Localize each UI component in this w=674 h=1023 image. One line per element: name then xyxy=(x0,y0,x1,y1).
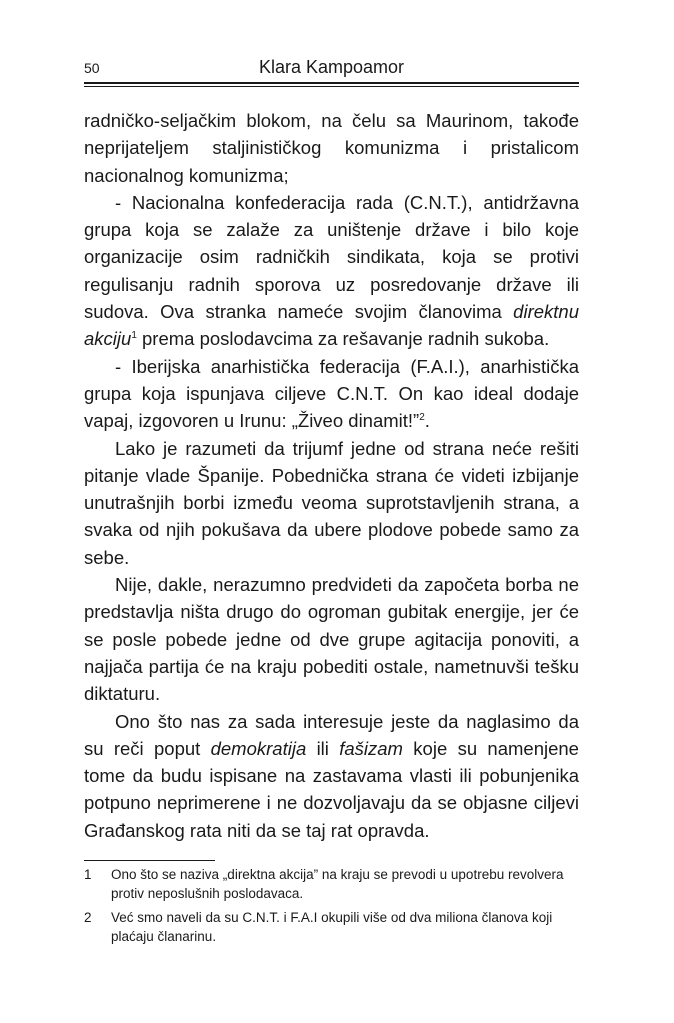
page-number: 50 xyxy=(84,60,100,76)
paragraph-3-text: - Iberijska anarhistička federacija (F.A.I.), anarhistička grupa koja ispunjava ciljeve C.N.T. On kao ideal dodaje vapaj, izgovoren u Irunu: „Živeo dinamit!” xyxy=(84,355,579,432)
paragraph-1: radničko-seljačkim blokom, na čelu sa Maurinom, takođe neprijateljem staljinističkog komunizma i pristalicom nacionalnog komunizma; xyxy=(84,110,579,186)
footnotes xyxy=(84,866,579,952)
page-header xyxy=(84,56,579,82)
paragraph-6 xyxy=(84,708,579,844)
paragraph-6-e: koje su namenjene tome da budu ispisane na zastavama vlasti ili pobunjenika potpuno neprimerene i ne dozvoljavaju da se objasne ciljevi Građanskog rata niti da se taj rat opravda. xyxy=(84,737,579,841)
paragraph-5: Nije, dakle, nerazumno predvideti da započeta borba ne predstavlja ništa drugo do ogroman gubitak energije, jer će se posle pobede jedne od dve grupe agitacija ponoviti, a najjača partija će na kraju pobediti ostale, nametnuvši tešku diktaturu. xyxy=(84,574,579,705)
paragraph-2-end: prema poslodavcima za rešavanje radnih sukoba. xyxy=(136,328,550,350)
italic-term-direktna-akcija: direktnu akciju xyxy=(84,301,579,350)
footnote-number: 2 xyxy=(84,910,92,925)
header-rule xyxy=(84,82,579,84)
italic-term-fasizam: fašizam xyxy=(339,737,403,759)
footnote-text: Već smo naveli da su C.N.T. i F.A.I okupili više od dva miliona članova koji plaćaju članarinu. xyxy=(111,910,553,944)
paragraph-2-start: - Nacionalna konfederacija rada (C.N.T.), antidržavna grupa koja se zalaže za uništenje države i bilo koje organizacije osim radničkih sindikata, koja se protivi regulisanju radnih sporova uz posredovanje države ili sudova. Ova stranka nameće svojim članovima xyxy=(84,191,579,323)
footnote-ref-1: 1 xyxy=(131,330,137,342)
paragraph-2 xyxy=(84,189,579,353)
paragraph-6-c: ili xyxy=(306,737,340,759)
paragraph-3 xyxy=(84,353,579,435)
italic-term-demokratija: demokratija xyxy=(210,737,307,759)
footnote-text: Ono što se naziva „direktna akcija” na kraju se prevodi u upotrebu revolvera protiv neposlušnih poslodavaca. xyxy=(111,867,564,901)
paragraph-6-a: Ono što nas za sada interesuje jeste da naglasimo da su reči poput xyxy=(84,710,579,759)
running-title: Klara Kampoamor xyxy=(258,57,405,77)
body-text xyxy=(84,107,579,844)
footnote-separator xyxy=(84,860,215,861)
footnote-2 xyxy=(84,909,579,946)
footnote-ref-2: 2 xyxy=(419,412,425,424)
paragraph-4: Lako je razumeti da trijumf jedne od strana neće rešiti pitanje vlade Španije. Pobednička strana će videti izbijanje unutrašnjih borbi između veoma suprotstavljenih strana, a svaka od njih pokušava da ubere plodove pobede samo za sebe. xyxy=(84,437,579,568)
header-rule-thin xyxy=(84,86,579,87)
paragraph-3-end: . xyxy=(424,410,430,432)
footnote-1 xyxy=(84,866,579,903)
footnote-number: 1 xyxy=(84,867,92,882)
